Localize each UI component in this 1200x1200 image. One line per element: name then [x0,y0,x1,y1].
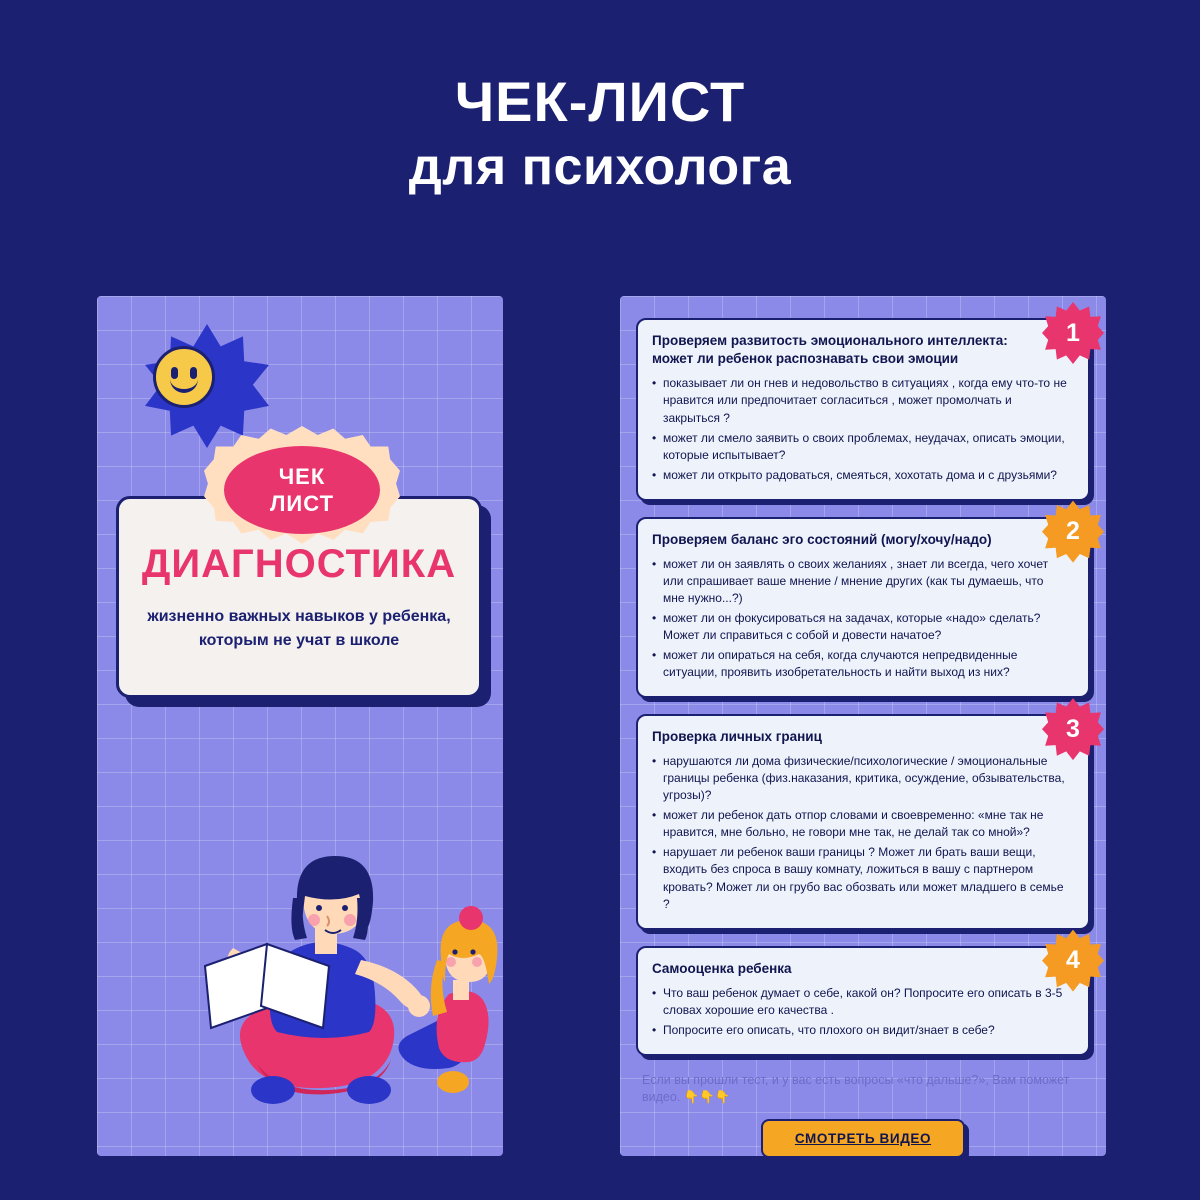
checklist-block [636,946,1090,1056]
step-number-badge [1042,930,1104,992]
checklist-badge [214,436,390,544]
smiley-mouth [170,377,198,393]
list-item: • нарушает ли ребенок ваши границы ? Может ли брать ваши вещи, входить без спроса в вашу комнату, ложиться в вашу с партнером кровать? Может ли он грубо вас обозвать или может младшего в семье ? [652,844,1067,912]
list-item: • Что ваш ребенок думает о себе, какой он? Попросите его описать в 3-5 словах хорошие его качества . [652,985,1067,1019]
step-number: 3 [1066,714,1080,743]
list-item: • может ли открыто радоваться, смеяться, хохотать дома и с друзьями? [652,467,1067,484]
badge-oval [224,446,380,534]
step-number: 4 [1066,946,1080,975]
page-title [0,70,1200,202]
smiley-face-icon [153,346,215,408]
block-heading: Проверка личных границ [652,729,822,745]
checklist-card [620,296,1106,1156]
block-list [652,556,1074,681]
list-item: • может ли ребенок дать отпор словами и своевременно: «мне так не нравится, мне больно, не говори мне так, не делай так со мной»? [652,807,1067,841]
step-number: 1 [1066,318,1080,347]
badge-line-2: ЛИСТ [269,491,335,516]
list-item: • Попросите его описать, что плохого он видит/знает в себе? [652,1022,1067,1039]
footer-note: Если вы прошли тест, и у вас есть вопросы «что дальше?», Вам поможет видео. 👇👇👇 [642,1072,1070,1105]
cover-subtitle: жизненно важных навыков у ребенка, которым не учат в школе [147,608,451,649]
title-line-1: ЧЕК-ЛИСТ [454,70,746,133]
checklist-block [636,714,1090,930]
badge-line-1: ЧЕК [278,463,326,489]
list-item: • может ли смело заявить о своих проблемах, неудачах, описать эмоции, которые испытывает? [652,430,1067,464]
list-item: • может ли он заявлять о своих желаниях , знает ли всегда, чего хочет или спрашивает ваше мнение / мнение других (как ты думаешь, что мне нужно...?) [652,556,1067,607]
cover-card [97,296,503,1156]
list-item: • может ли он фокусироваться на задачах, которые «надо» сделать? Может ли справиться с собой и довести начатое? [652,610,1067,644]
block-list [652,753,1074,912]
step-number: 2 [1066,517,1080,546]
step-number-badge [1042,302,1104,364]
step-number-badge [1042,698,1104,760]
cta-container [636,1119,1090,1158]
list-item: • показывает ли он гнев и недовольство в ситуациях , когда ему что-то не нравится или предпочитает согласиться , может промолчать и закрыться ? [652,375,1067,426]
checklist-block [636,517,1090,698]
block-heading: Проверяем баланс эго состояний (могу/хочу/надо) [652,531,992,547]
list-item: • может ли опираться на себя, когда случаются непредвиденные ситуации, проявить изобретательность и найти выход из них? [652,647,1067,681]
block-heading: Проверяем развитость эмоционального интеллекта: может ли ребенок распознавать свои эмоции [652,333,1008,367]
illustration-children [97,768,503,1138]
cover-title: ДИАГНОСТИКА [141,542,457,587]
step-number-badge [1042,501,1104,563]
block-list [652,375,1074,483]
block-heading: Самооценка ребенка [652,960,792,976]
list-item: • нарушаются ли дома физические/психологические / эмоциональные границы ребенка (физ.наказания, критика, осуждение, обзывательства, угрозы)? [652,753,1067,804]
block-list [652,985,1074,1039]
checklist-block [636,318,1090,501]
smiley-star-decoration [145,324,269,448]
watch-video-button[interactable]: СМОТРЕТЬ ВИДЕО [761,1119,965,1158]
title-line-2: для психолога [408,138,792,197]
